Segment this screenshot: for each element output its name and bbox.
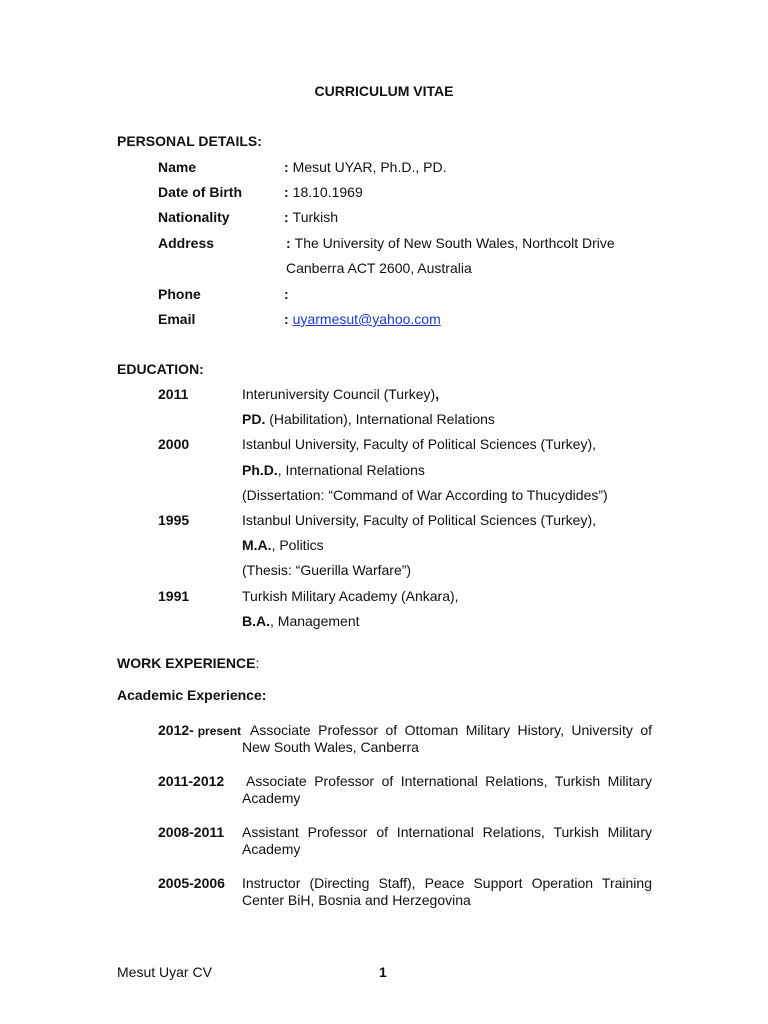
degree-abbrev: M.A. — [242, 537, 272, 553]
work-description: Assistant Professor of International Relations, Turkish Military Academy — [242, 824, 652, 857]
dob-value: : 18.10.1969 — [284, 184, 363, 200]
work-description: Instructor (Directing Staff), Peace Support Operation Training Center BiH, Bosnia and Herzegovina — [242, 875, 652, 908]
education-year: 2011 — [158, 386, 189, 402]
name-value: : Mesut UYAR, Ph.D., PD. — [284, 159, 447, 175]
footer-label: Mesut Uyar CV — [117, 964, 212, 980]
work-heading-text: WORK EXPERIENCE — [117, 655, 256, 671]
work-description — [242, 722, 652, 756]
work-years: 2008-2011 — [158, 824, 225, 840]
address-line-1: The University of New South Wales, Northcolt Drive — [294, 235, 615, 251]
academic-experience-heading: Academic Experience: — [117, 687, 267, 703]
name-label: Name — [158, 159, 197, 175]
education-year: 1995 — [158, 512, 190, 528]
phone-value: : — [284, 286, 289, 302]
dob-label: Date of Birth — [158, 184, 242, 200]
work-years-text: 2012- — [158, 722, 194, 738]
education-degree — [242, 462, 425, 478]
degree-detail: , Management — [270, 613, 360, 629]
work-description-text: Associate Professor of International Relations, Turkish Military Academy — [242, 773, 652, 806]
present-label: present — [197, 724, 242, 738]
education-institution: Interuniversity Council (Turkey), — [242, 386, 440, 402]
degree-detail: (Habilitation), International Relations — [269, 411, 495, 427]
work-heading-colon: : — [255, 655, 260, 671]
address-line-2: Canberra ACT 2600, Australia — [286, 260, 472, 276]
name-text: Mesut UYAR, Ph.D., PD. — [292, 159, 447, 175]
work-years — [158, 722, 241, 738]
education-note: (Dissertation: “Command of War According to Thucydides”) — [242, 487, 608, 503]
email-value: : uyarmesut@yahoo.com — [284, 311, 441, 327]
phone-label: Phone — [158, 286, 201, 302]
personal-details-heading: PERSONAL DETAILS: — [117, 133, 262, 149]
education-degree — [242, 613, 360, 629]
institution-text: Interuniversity Council (Turkey) — [242, 386, 436, 402]
nationality-text: Turkish — [292, 209, 339, 225]
email-label: Email — [158, 311, 196, 327]
degree-detail: , Politics — [271, 537, 324, 553]
education-degree — [242, 537, 324, 553]
nationality-label: Nationality — [158, 209, 230, 225]
education-year: 2000 — [158, 436, 190, 452]
dob-text: 18.10.1969 — [292, 184, 363, 200]
degree-abbrev: B.A. — [242, 613, 270, 629]
degree-abbrev: Ph.D. — [242, 462, 278, 478]
degree-detail: , International Relations — [277, 462, 425, 478]
work-years: 2011-2012 — [158, 773, 225, 789]
page-number: 1 — [379, 964, 387, 980]
work-years: 2005-2006 — [158, 875, 225, 891]
degree-abbrev: PD. — [242, 411, 266, 427]
email-link[interactable]: uyarmesut@yahoo.com — [292, 311, 441, 327]
work-experience-heading — [117, 655, 259, 671]
education-institution: Turkish Military Academy (Ankara), — [242, 588, 459, 604]
nationality-value: : Turkish — [284, 209, 339, 225]
address-value: : The University of New South Wales, Northcolt Drive — [286, 235, 615, 251]
education-note: (Thesis: “Guerilla Warfare”) — [242, 562, 412, 578]
education-heading: EDUCATION: — [117, 361, 204, 377]
work-description — [242, 773, 652, 807]
address-label: Address — [158, 235, 215, 251]
education-institution: Istanbul University, Faculty of Political Sciences (Turkey), — [242, 512, 597, 528]
education-degree — [242, 411, 495, 427]
education-institution: Istanbul University, Faculty of Political Sciences (Turkey), — [242, 436, 597, 452]
work-description-text: Associate Professor of Ottoman Military History, University of New South Wales, Canberra — [242, 722, 652, 755]
education-year: 1991 — [158, 588, 190, 604]
document-title: CURRICULUM VITAE — [314, 83, 454, 99]
